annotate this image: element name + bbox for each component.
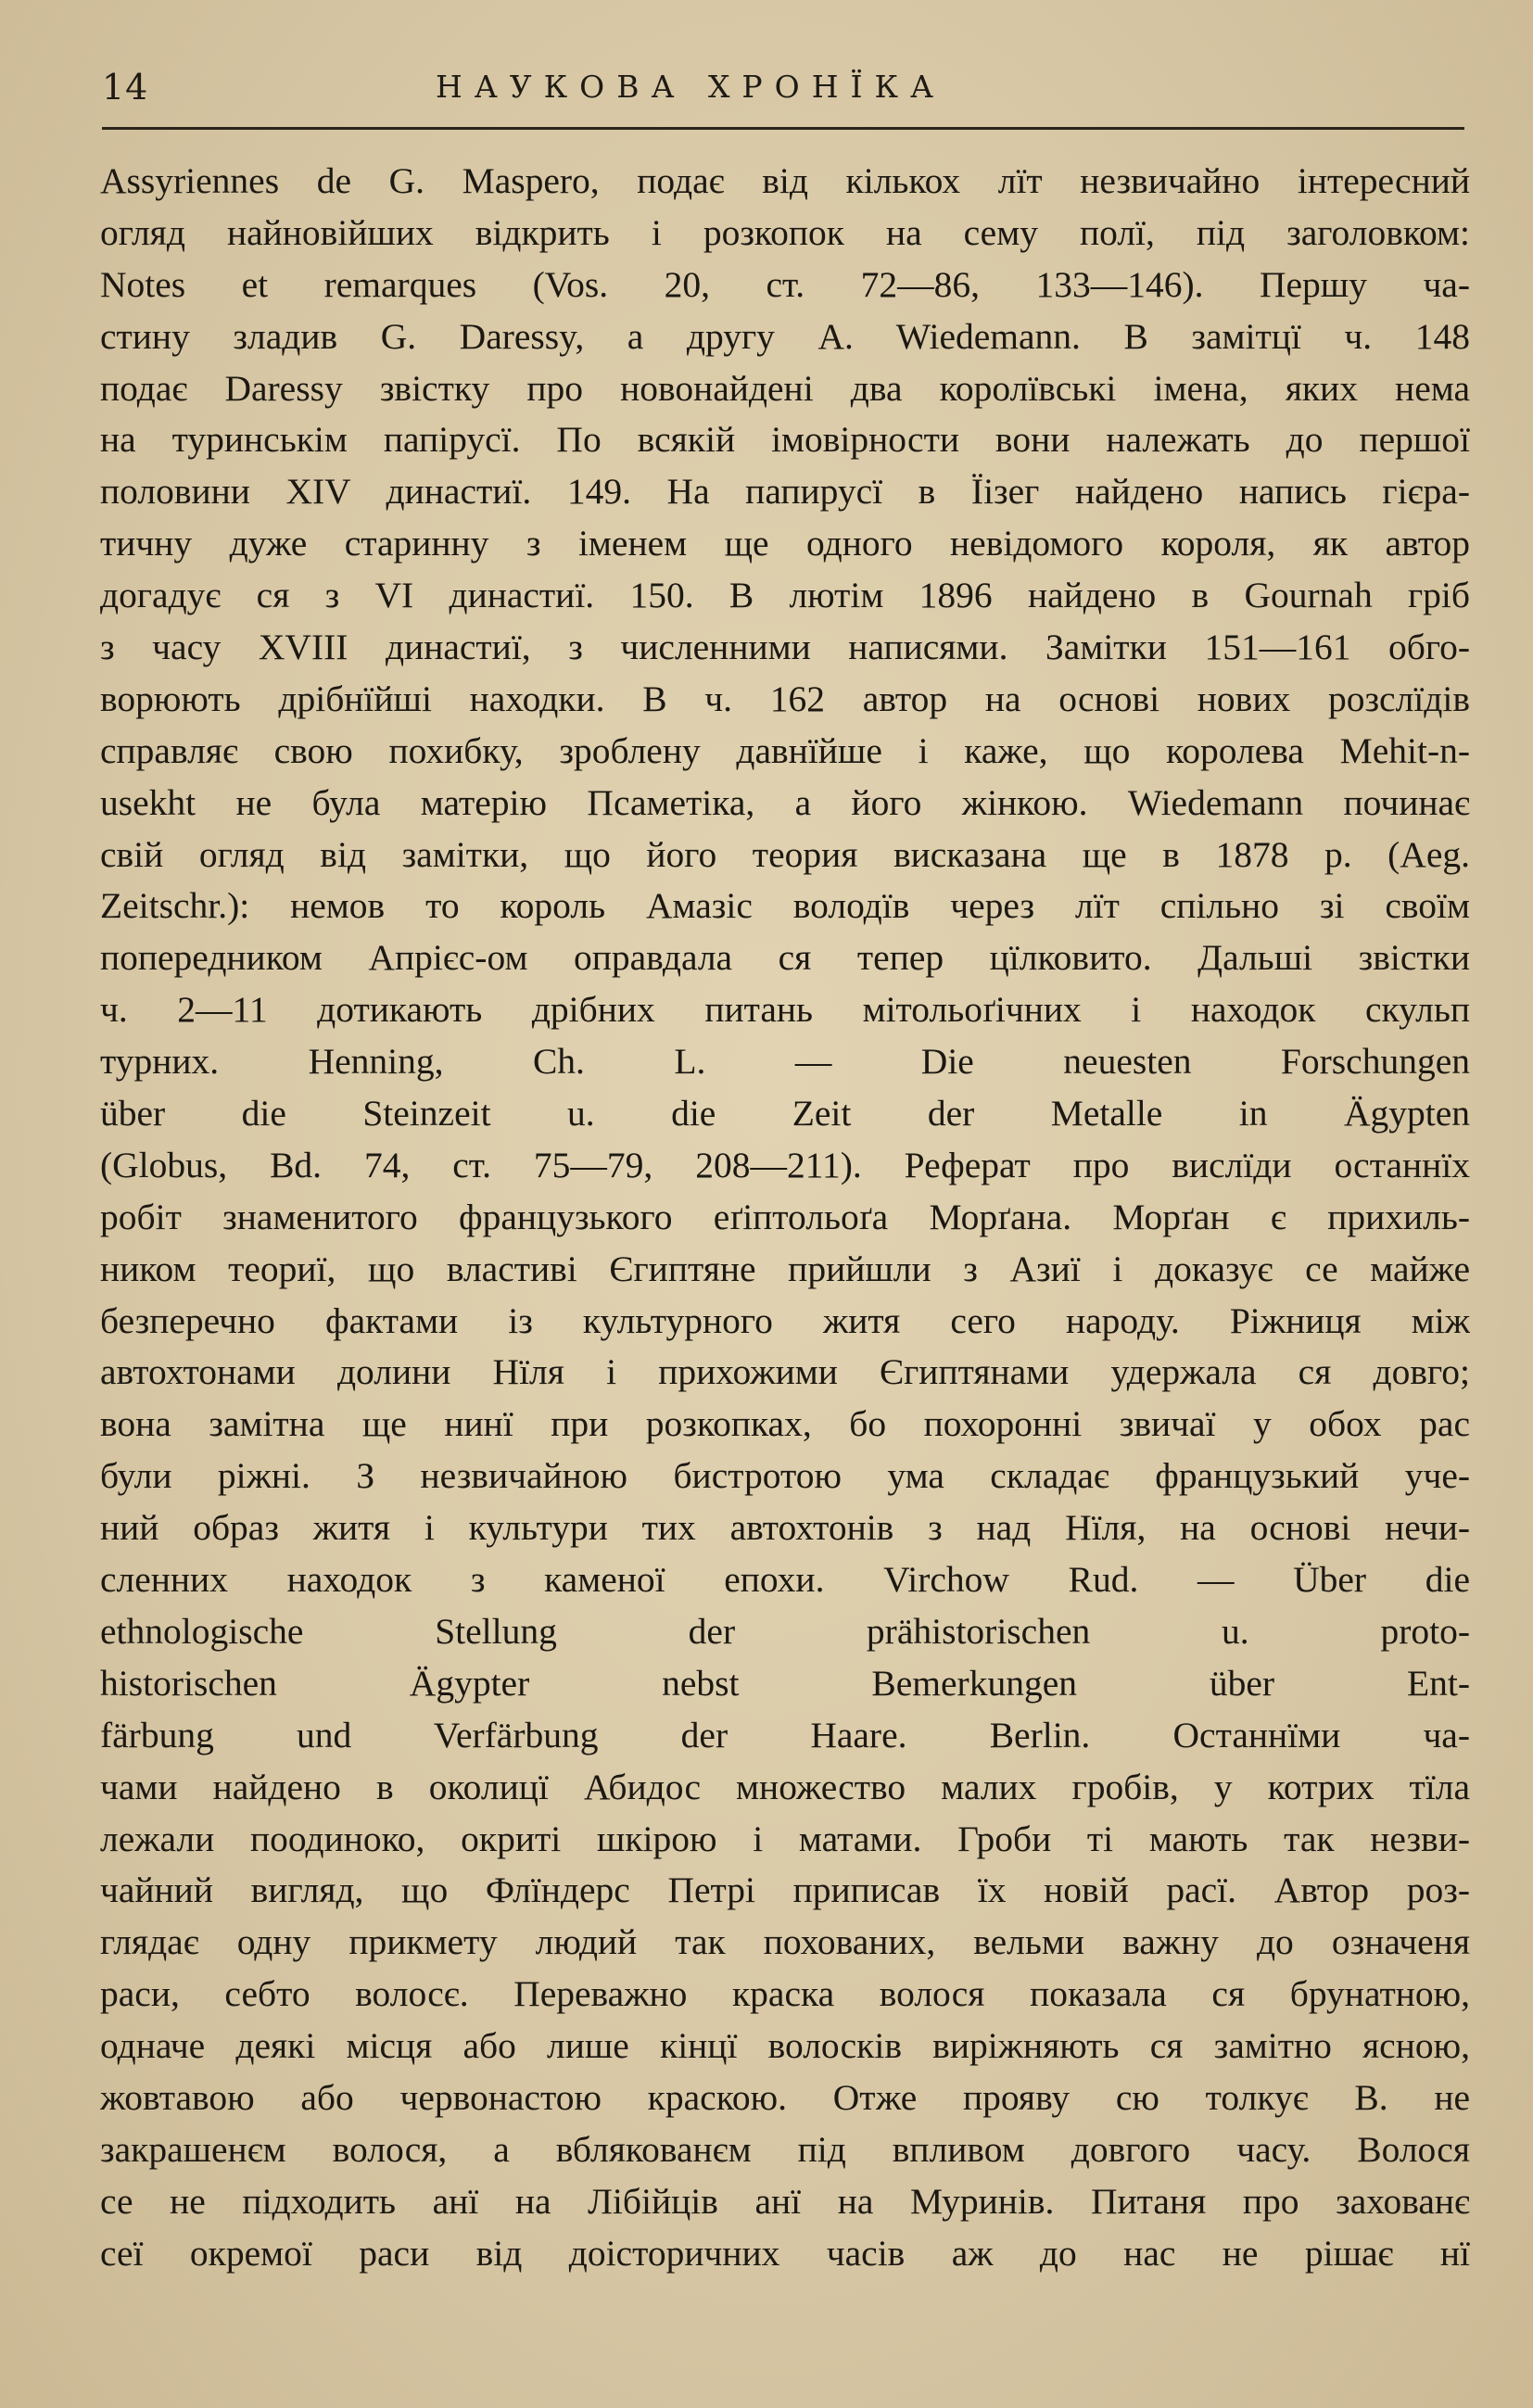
text-line: глядає одну прикмету людий так похованих, вельми важну до означеня bbox=[100, 1921, 1470, 1963]
text-line: сленних находок з каменої епохи. Virchow Rud. — Über die bbox=[100, 1559, 1470, 1601]
text-line: раси, себто волосє. Переважно краска волося показала ся брунатною, bbox=[100, 1973, 1470, 2015]
text-line: (Globus, Bd. 74, ст. 75—79, 208—211). Реферат про вислїди останнїх bbox=[100, 1144, 1470, 1185]
running-title: НАУКОВА ХРОНЇКА bbox=[436, 69, 946, 105]
text-line: половини XIV династиї. 149. На папирусї в Їізег найдено напись гієра- bbox=[100, 471, 1470, 513]
text-line: жовтавою або червонастою краскою. Отже прояву сю толкує В. не bbox=[100, 2076, 1470, 2118]
text-line: свій огляд від замітки, що його теория висказана ще в 1878 р. (Aeg. bbox=[100, 833, 1470, 875]
body-text bbox=[100, 156, 1470, 2280]
text-line: вона замітна ще нинї при розкопках, бо похоронні звичаї у обох рас bbox=[100, 1403, 1470, 1445]
text-line: сеї окремої раси від доісторичних часів аж до нас не рішає нї bbox=[100, 2232, 1470, 2274]
text-line: ethnologische Stellung der prähistorischen u. proto- bbox=[100, 1610, 1470, 1652]
text-line: робіт знаменитого французького еґіптольоґа Морґана. Морґан є прихиль- bbox=[100, 1196, 1470, 1237]
text-line: färbung und Verfärbung der Haare. Berlin. Останнїми ча- bbox=[100, 1714, 1470, 1755]
text-line: лежали поодиноко, окриті шкірою і матами. Гроби ті мають так незви- bbox=[100, 1818, 1470, 1859]
text-line: були ріжні. З незвичайною бистротою ума складає французький уче- bbox=[100, 1455, 1470, 1497]
text-line: безперечно фактами із культурного житя сего народу. Ріжниця між bbox=[100, 1299, 1470, 1341]
text-line: подає Daressy звістку про новонайдені два королївські імена, яких нема bbox=[100, 367, 1470, 409]
text-line: historischen Ägypter nebst Bemerkungen über Ent- bbox=[100, 1662, 1470, 1704]
text-line: справляє свою похибку, зроблену давнїйше і каже, що королева Mehit-n- bbox=[100, 729, 1470, 771]
text-line: ч. 2—11 дотикають дрібних питань мітольоґічних і находок скульп bbox=[100, 989, 1470, 1031]
text-line: чами найдено в околицї Абидос множество малих гробів, у котрих тїла bbox=[100, 1766, 1470, 1807]
text-line: одначе деякі місця або лише кінцї волосків виріжняють ся замітно ясною, bbox=[100, 2025, 1470, 2067]
text-line: закрашенєм волося, а вблякованєм під впливом довгого часу. Волося bbox=[100, 2128, 1470, 2170]
text-line: турних. Henning, Ch. L. — Die neuesten Forschungen bbox=[100, 1041, 1470, 1083]
header-rule bbox=[102, 127, 1464, 130]
text-line: на туринськім папірусї. По всякій імовірности вони належать до першої bbox=[100, 419, 1470, 461]
text-line: Assyriennes de G. Maspero, подає від кількох лїт незвичайно інтересний bbox=[100, 160, 1470, 201]
text-line: ником теориї, що властиві Єгиптяне прийшли з Азиї і доказує се майже bbox=[100, 1248, 1470, 1289]
text-line: догадує ся з VI династиї. 150. В лютім 1896 найдено в Gournah гріб bbox=[100, 575, 1470, 616]
text-line: ворюють дрібнїйші находки. В ч. 162 автор на основі нових розслїдів bbox=[100, 678, 1470, 719]
text-line: тичну дуже старинну з іменем ще одного невідомого короля, як автор bbox=[100, 523, 1470, 564]
text-line: ний образ житя і культури тих автохтонів з над Нїля, на основі нечи- bbox=[100, 1507, 1470, 1549]
text-line: чайний вигляд, що Флїндерс Петрі приписав їх новій расї. Автор роз- bbox=[100, 1869, 1470, 1911]
text-line: Notes et remarques (Vos. 20, ст. 72—86, 133—146). Першу ча- bbox=[100, 263, 1470, 305]
text-line: попередником Апрієс-ом оправдала ся тепер цїлковито. Дальші звістки bbox=[100, 937, 1470, 979]
text-line: се не підходить анї на Лібійців анї на Муринів. Питаня про захованє bbox=[100, 2180, 1470, 2222]
text-line: автохтонами долини Нїля і прихожими Єгиптянами удержала ся довго; bbox=[100, 1351, 1470, 1393]
text-line: стину зладив G. Daressy, а другу A. Wiedemann. В замітцї ч. 148 bbox=[100, 315, 1470, 357]
text-line: огляд найновійших відкрить і розкопок на сему полї, під заголовком: bbox=[100, 211, 1470, 253]
text-line: з часу XVIII династиї, з численними написями. Замітки 151—161 обго- bbox=[100, 627, 1470, 668]
text-line: Zeitschr.): немов то король Амазіс володїв через лїт спільно зі своїм bbox=[100, 885, 1470, 927]
page-number: 14 bbox=[102, 67, 149, 108]
text-line: usekht не була матерію Псаметіка, а його жінкою. Wiedemann починає bbox=[100, 781, 1470, 823]
text-line: über die Steinzeit u. die Zeit der Metalle in Ägypten bbox=[100, 1093, 1470, 1134]
page-header bbox=[102, 56, 1474, 120]
